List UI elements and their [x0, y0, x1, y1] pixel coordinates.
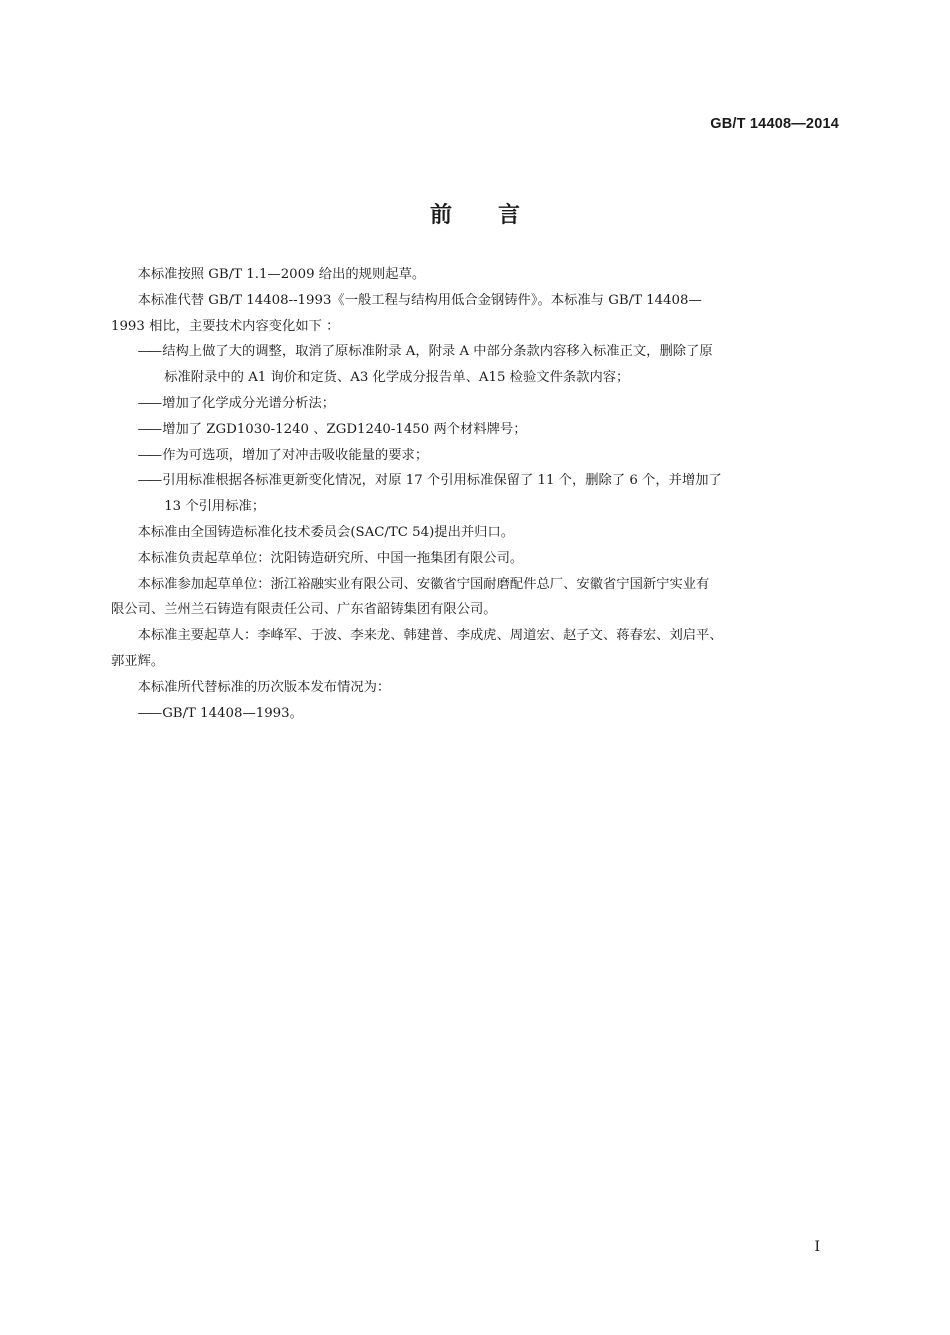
dash-mark: ——: [137, 421, 161, 437]
change-item-text: 增加了化学成分光谱分析法；: [162, 395, 336, 411]
paragraph-main-drafters-line2: 郭亚辉。: [111, 653, 165, 669]
page-number: I: [814, 1239, 820, 1255]
change-item-text: 引用标准根据各标准更新变化情况，对原 17 个引用标准保留了 11 个，删除了 6 个，并增加了: [162, 473, 722, 489]
page-title: 前言: [429, 203, 566, 228]
change-item: [111, 417, 841, 443]
paragraph-responsible-drafters: 本标准负责起草单位：沈阳铸造研究所、中国一拖集团有限公司。: [137, 550, 524, 566]
dash-mark: ——: [137, 705, 161, 721]
paragraph-replaces-line2: 1993 相比，主要技术内容变化如下 ：: [111, 318, 340, 334]
change-item-continuation: 13 个引用标准；: [164, 499, 266, 515]
change-item-text: 作为可选项，增加了对冲击吸收能量的要求；: [162, 447, 429, 463]
change-item-continuation: 标准附录中的 A1 询价和定货、A3 化学成分报告单、A15 检验文件条款内容；: [164, 370, 630, 386]
paragraph-proposed-by: 本标准由全国铸造标准化技术委员会(SAC/TC 54)提出并归口。: [137, 524, 515, 540]
change-item: [111, 391, 841, 417]
dash-mark: ——: [137, 344, 161, 360]
standard-code: GB/T 14408—2014: [710, 116, 839, 132]
change-item-text: 增加了 ZGD1030-1240 、ZGD1240-1450 两个材料牌号；: [162, 421, 527, 437]
change-item: [111, 443, 841, 469]
change-item: [111, 339, 841, 391]
change-item: [111, 468, 841, 520]
foreword-body: [111, 262, 841, 726]
dash-mark: ——: [137, 395, 161, 411]
dash-mark: ——: [137, 447, 161, 463]
dash-mark: ——: [137, 473, 161, 489]
history-item-text: GB/T 14408—1993。: [162, 705, 303, 721]
paragraph-drafting-rules: 本标准按照 GB/T 1.1—2009 给出的规则起草。: [137, 267, 426, 282]
paragraph-participating-drafters-line2: 限公司、兰州兰石铸造有限责任公司、广东省韶铸集团有限公司。: [111, 602, 497, 618]
history-item: [111, 701, 841, 727]
paragraph-replaces-line1: 本标准代替 GB/T 14408--1993《一般工程与结构用低合金钢铸件》。本标准与 GB/T 14408—: [137, 292, 702, 308]
paragraph-main-drafters-line1: 本标准主要起草人：李峰军、于波、李来龙、韩建普、李成虎、周道宏、赵子文、蒋春宏、刘启平、: [137, 628, 723, 644]
change-item-text: 结构上做了大的调整，取消了原标准附录 A，附录 A 中部分条款内容移入标准正文，删除了原: [162, 344, 713, 360]
paragraph-version-history: 本标准所代替标准的历次版本发布情况为：: [137, 679, 391, 695]
paragraph-participating-drafters-line1: 本标准参加起草单位：浙江裕融实业有限公司、安徽省宁国耐磨配件总厂、安徽省宁国新宁实业有: [137, 576, 710, 592]
